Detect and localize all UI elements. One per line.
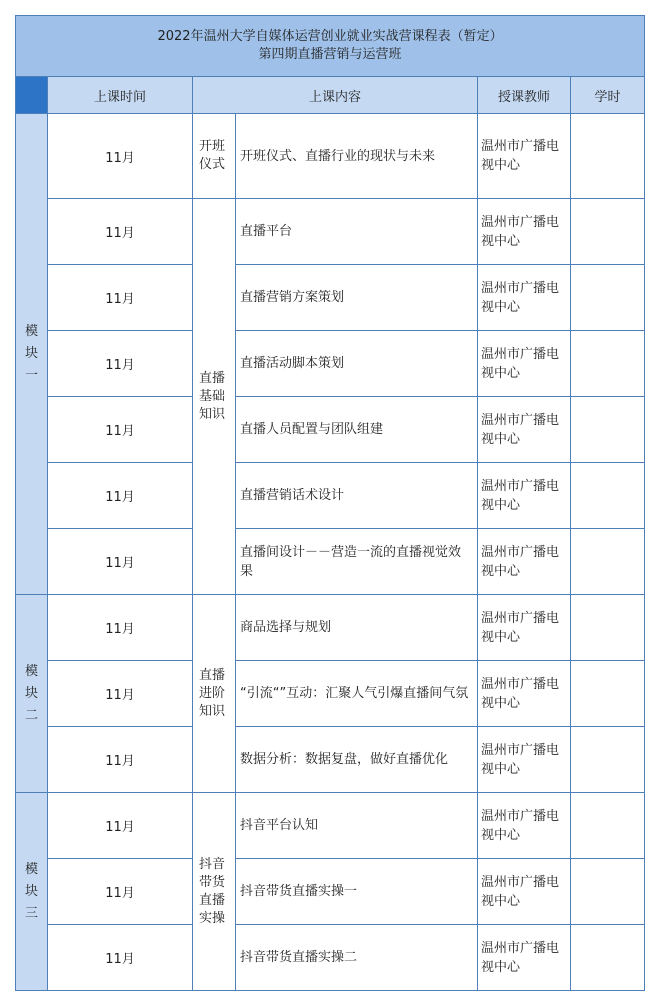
header-corner xyxy=(16,77,48,114)
category-label: 开班仪式 xyxy=(199,139,226,172)
module-cell-2 xyxy=(16,595,48,793)
category-cell-2 xyxy=(193,199,236,595)
table-row xyxy=(16,595,645,661)
module-label: 模块二 xyxy=(24,663,38,723)
header-row xyxy=(16,77,645,114)
teacher-label: 温州市广播电视中心 xyxy=(481,214,560,249)
teacher-cell xyxy=(478,397,571,463)
hours-cell xyxy=(571,859,645,925)
category-cell-4 xyxy=(193,793,236,991)
table-row xyxy=(16,859,645,925)
time-cell: 11月 xyxy=(48,397,193,463)
title-line-2: 第四期直播营销与运营班 xyxy=(258,47,402,62)
table-row xyxy=(16,661,645,727)
hours-cell xyxy=(571,397,645,463)
table-row xyxy=(16,114,645,199)
table-row xyxy=(16,463,645,529)
table-row xyxy=(16,925,645,991)
hours-cell xyxy=(571,199,645,265)
content-cell: 直播平台 xyxy=(236,199,478,265)
teacher-cell xyxy=(478,793,571,859)
category-label: 直播进阶知识 xyxy=(199,667,226,719)
teacher-cell xyxy=(478,265,571,331)
teacher-label: 温州市广播电视中心 xyxy=(481,412,560,447)
time-cell: 11月 xyxy=(48,463,193,529)
module-cell-1 xyxy=(16,114,48,595)
hours-cell xyxy=(571,661,645,727)
teacher-label: 温州市广播电视中心 xyxy=(481,742,560,777)
teacher-label: 温州市广播电视中心 xyxy=(481,676,560,711)
title-row xyxy=(16,16,645,77)
header-hours: 学时 xyxy=(571,77,645,114)
teacher-cell xyxy=(478,463,571,529)
table-row xyxy=(16,199,645,265)
time-cell: 11月 xyxy=(48,925,193,991)
content-cell: 开班仪式、直播行业的现状与未来 xyxy=(236,114,478,199)
hours-cell xyxy=(571,727,645,793)
teacher-label: 温州市广播电视中心 xyxy=(481,478,560,513)
content-cell: 抖音带货直播实操一 xyxy=(236,859,478,925)
content-cell: 直播间设计－－营造一流的直播视觉效果 xyxy=(236,529,478,595)
table-title xyxy=(16,16,645,77)
teacher-cell xyxy=(478,925,571,991)
content-cell: 直播营销话术设计 xyxy=(236,463,478,529)
table-row xyxy=(16,397,645,463)
time-cell: 11月 xyxy=(48,793,193,859)
content-cell: “引流“”互动：汇聚人气引爆直播间气氛 xyxy=(236,661,478,727)
time-cell: 11月 xyxy=(48,727,193,793)
teacher-label: 温州市广播电视中心 xyxy=(481,544,560,579)
teacher-label: 温州市广播电视中心 xyxy=(481,280,560,315)
category-cell-3 xyxy=(193,595,236,793)
teacher-label: 温州市广播电视中心 xyxy=(481,874,560,909)
hours-cell xyxy=(571,265,645,331)
module-cell-3 xyxy=(16,793,48,991)
module-label: 模块一 xyxy=(24,324,38,383)
header-time: 上课时间 xyxy=(48,77,193,114)
table-row xyxy=(16,265,645,331)
table-row xyxy=(16,331,645,397)
hours-cell xyxy=(571,463,645,529)
teacher-cell xyxy=(478,727,571,793)
time-cell: 11月 xyxy=(48,529,193,595)
teacher-cell xyxy=(478,661,571,727)
content-cell: 直播人员配置与团队组建 xyxy=(236,397,478,463)
time-cell: 11月 xyxy=(48,661,193,727)
hours-cell xyxy=(571,925,645,991)
category-label: 抖音带货直播实操 xyxy=(199,856,226,926)
teacher-label: 温州市广播电视中心 xyxy=(481,610,560,645)
content-cell: 直播活动脚本策划 xyxy=(236,331,478,397)
teacher-cell xyxy=(478,331,571,397)
content-cell: 商品选择与规划 xyxy=(236,595,478,661)
teacher-cell xyxy=(478,114,571,199)
teacher-cell xyxy=(478,859,571,925)
hours-cell xyxy=(571,595,645,661)
time-cell: 11月 xyxy=(48,265,193,331)
category-label: 直播基础知识 xyxy=(199,370,226,422)
title-line-1: 2022年温州大学自媒体运营创业就业实战营课程表（暂定） xyxy=(157,29,503,44)
teacher-label: 温州市广播电视中心 xyxy=(481,940,560,975)
time-cell: 11月 xyxy=(48,331,193,397)
header-teacher: 授课教师 xyxy=(478,77,571,114)
teacher-cell xyxy=(478,529,571,595)
time-cell: 11月 xyxy=(48,199,193,265)
hours-cell xyxy=(571,331,645,397)
hours-cell xyxy=(571,793,645,859)
time-cell: 11月 xyxy=(48,595,193,661)
content-cell: 直播营销方案策划 xyxy=(236,265,478,331)
teacher-label: 温州市广播电视中心 xyxy=(481,346,560,381)
content-cell: 抖音带货直播实操二 xyxy=(236,925,478,991)
teacher-label: 温州市广播电视中心 xyxy=(481,139,560,173)
table-row xyxy=(16,727,645,793)
category-cell-1 xyxy=(193,114,236,199)
time-cell: 11月 xyxy=(48,114,193,199)
teacher-cell xyxy=(478,595,571,661)
content-cell: 数据分析：数据复盘，做好直播优化 xyxy=(236,727,478,793)
header-content: 上课内容 xyxy=(193,77,478,114)
hours-cell xyxy=(571,529,645,595)
module-label: 模块三 xyxy=(24,861,38,921)
table-row xyxy=(16,793,645,859)
schedule-table xyxy=(15,15,645,991)
teacher-cell xyxy=(478,199,571,265)
teacher-label: 温州市广播电视中心 xyxy=(481,808,560,843)
time-cell: 11月 xyxy=(48,859,193,925)
table-row xyxy=(16,529,645,595)
hours-cell xyxy=(571,114,645,199)
content-cell: 抖音平台认知 xyxy=(236,793,478,859)
